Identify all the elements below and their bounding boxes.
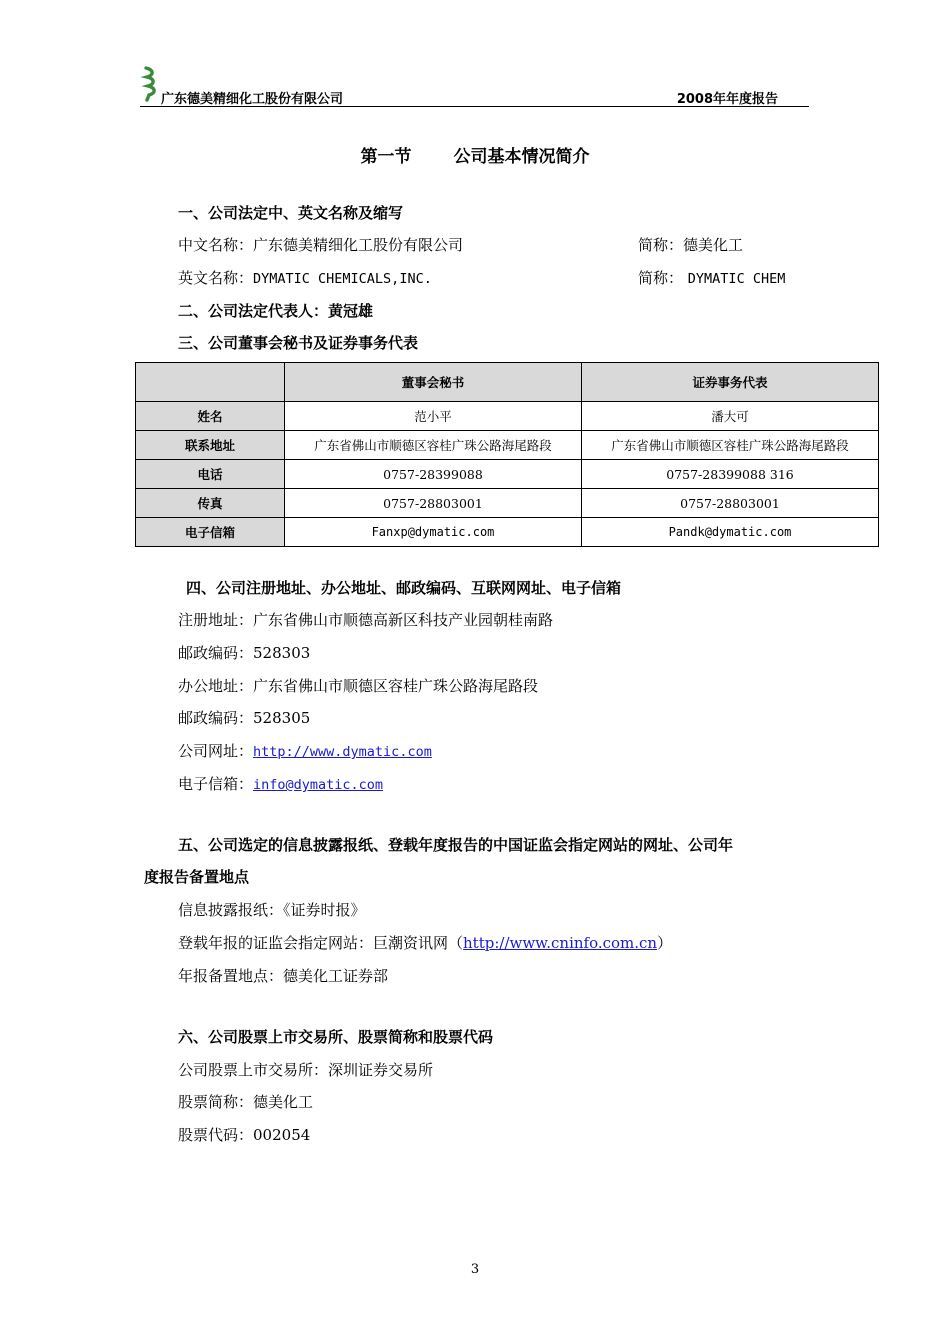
- paper-row: [178, 899, 366, 920]
- secretary-cell: Fanxp@dymatic.com: [285, 518, 582, 547]
- rep-cell: 0757-28803001: [582, 489, 879, 518]
- s1-heading: 一、公司法定中、英文名称及缩写: [178, 204, 404, 222]
- secretary-cell: 0757-28399088: [285, 460, 582, 489]
- table-header-row: [136, 363, 879, 402]
- section-heading: 公司基本情况简介: [453, 147, 590, 167]
- page-number: 3: [470, 1262, 480, 1277]
- site-label: 登载年报的证监会指定网站：巨潮资讯网（: [178, 934, 464, 952]
- cn-abbr-row: [638, 234, 743, 255]
- header-company-name: 广东德美精细化工股份有限公司: [161, 92, 344, 107]
- s4-heading: 四、公司注册地址、办公地址、邮政编码、互联网网址、电子信箱: [186, 579, 622, 597]
- paper-label: 信息披露报纸：: [178, 901, 284, 919]
- en-name-label: 英文名称：: [178, 269, 254, 287]
- place-row: [178, 965, 388, 986]
- stock-code-value: 002054: [253, 1126, 311, 1144]
- zip1-label: 邮政编码：: [178, 644, 254, 662]
- en-name-value: DYMATIC CHEMICALS,INC.: [253, 271, 432, 287]
- s5-heading-line1: 五、公司选定的信息披露报纸、登载年度报告的中国证监会指定网站的网址、公司年: [178, 836, 734, 854]
- s2-heading: 二、公司法定代表人：黄冠雄: [178, 302, 374, 320]
- email-link[interactable]: info@dymatic.com: [253, 777, 384, 793]
- company-logo-icon: [140, 66, 162, 102]
- reg-address-value: 广东省佛山市顺德高新区科技产业园朝桂南路: [253, 611, 554, 629]
- website-label: 公司网址：: [178, 742, 254, 760]
- table-row: [136, 489, 879, 518]
- website-link[interactable]: http://www.dymatic.com: [253, 744, 432, 760]
- row-label: 姓名: [136, 402, 285, 431]
- reg-address-label: 注册地址：: [178, 611, 254, 629]
- office-address-label: 办公地址：: [178, 677, 254, 695]
- office-address-value: 广东省佛山市顺德区容桂广珠公路海尾路段: [253, 677, 539, 695]
- site-row: [178, 932, 672, 953]
- row-label: 电子信箱: [136, 518, 285, 547]
- zip2-label: 邮政编码：: [178, 709, 254, 727]
- en-name-row: [178, 267, 432, 288]
- zip1-value: 528303: [253, 644, 311, 662]
- header-cell-blank: [136, 363, 285, 402]
- table-row: [136, 460, 879, 489]
- stock-code-label: 股票代码：: [178, 1126, 254, 1144]
- website-row: [178, 740, 432, 761]
- zip2-value: 528305: [253, 709, 311, 727]
- office-address-row: [178, 675, 538, 696]
- exchange-row: [178, 1059, 433, 1080]
- cn-name-row: [178, 234, 463, 255]
- site-link[interactable]: http://www.cninfo.com.cn: [463, 934, 658, 952]
- exchange-label: 公司股票上市交易所：: [178, 1061, 329, 1079]
- cn-name-label: 中文名称：: [178, 236, 254, 254]
- en-abbr-value: DYMATIC CHEM: [687, 271, 786, 287]
- en-abbr-label: 简称：: [638, 269, 684, 287]
- header-report-title: 2008年年度报告: [676, 92, 778, 107]
- section-title: [0, 142, 950, 167]
- row-label: 联系地址: [136, 431, 285, 460]
- stock-code-row: [178, 1124, 310, 1145]
- section-number: 第一节: [360, 147, 412, 167]
- secretary-cell: 范小平: [285, 402, 582, 431]
- cn-abbr-label: 简称：: [638, 236, 684, 254]
- en-abbr-row: [638, 267, 785, 288]
- cn-abbr-value: 德美化工: [683, 236, 744, 254]
- table-row: [136, 402, 879, 431]
- rep-cell: 潘大可: [582, 402, 879, 431]
- header-cell-rep: 证券事务代表: [582, 363, 879, 402]
- header-divider: [140, 106, 809, 107]
- place-value: 德美化工证券部: [283, 967, 389, 985]
- cn-name-value: 广东德美精细化工股份有限公司: [253, 236, 464, 254]
- s3-heading: 三、公司董事会秘书及证券事务代表: [178, 334, 419, 352]
- stock-abbr-label: 股票简称：: [178, 1093, 254, 1111]
- stock-abbr-value: 德美化工: [253, 1093, 314, 1111]
- rep-cell: 广东省佛山市顺德区容桂广珠公路海尾路段: [582, 431, 879, 460]
- row-label: 电话: [136, 460, 285, 489]
- header-cell-secretary: 董事会秘书: [285, 363, 582, 402]
- site-close: ）: [657, 934, 673, 952]
- secretary-cell: 广东省佛山市顺德区容桂广珠公路海尾路段: [285, 431, 582, 460]
- s6-heading: 六、公司股票上市交易所、股票简称和股票代码: [178, 1028, 494, 1046]
- secretary-cell: 0757-28803001: [285, 489, 582, 518]
- rep-cell: 0757-28399088 316: [582, 460, 879, 489]
- row-label: 传真: [136, 489, 285, 518]
- email-label: 电子信箱：: [178, 775, 254, 793]
- stock-abbr-row: [178, 1091, 313, 1112]
- table-row: [136, 431, 879, 460]
- table-row: [136, 518, 879, 547]
- paper-value: 《证券时报》: [283, 901, 366, 919]
- zip1-row: [178, 642, 310, 663]
- contacts-table: [135, 362, 879, 547]
- zip2-row: [178, 707, 310, 728]
- s5-heading-line2: 度报告备置地点: [144, 868, 250, 886]
- exchange-value: 深圳证券交易所: [328, 1061, 434, 1079]
- rep-cell: Pandk@dymatic.com: [582, 518, 879, 547]
- email-row: [178, 773, 383, 794]
- reg-address-row: [178, 609, 553, 630]
- place-label: 年报备置地点：: [178, 967, 284, 985]
